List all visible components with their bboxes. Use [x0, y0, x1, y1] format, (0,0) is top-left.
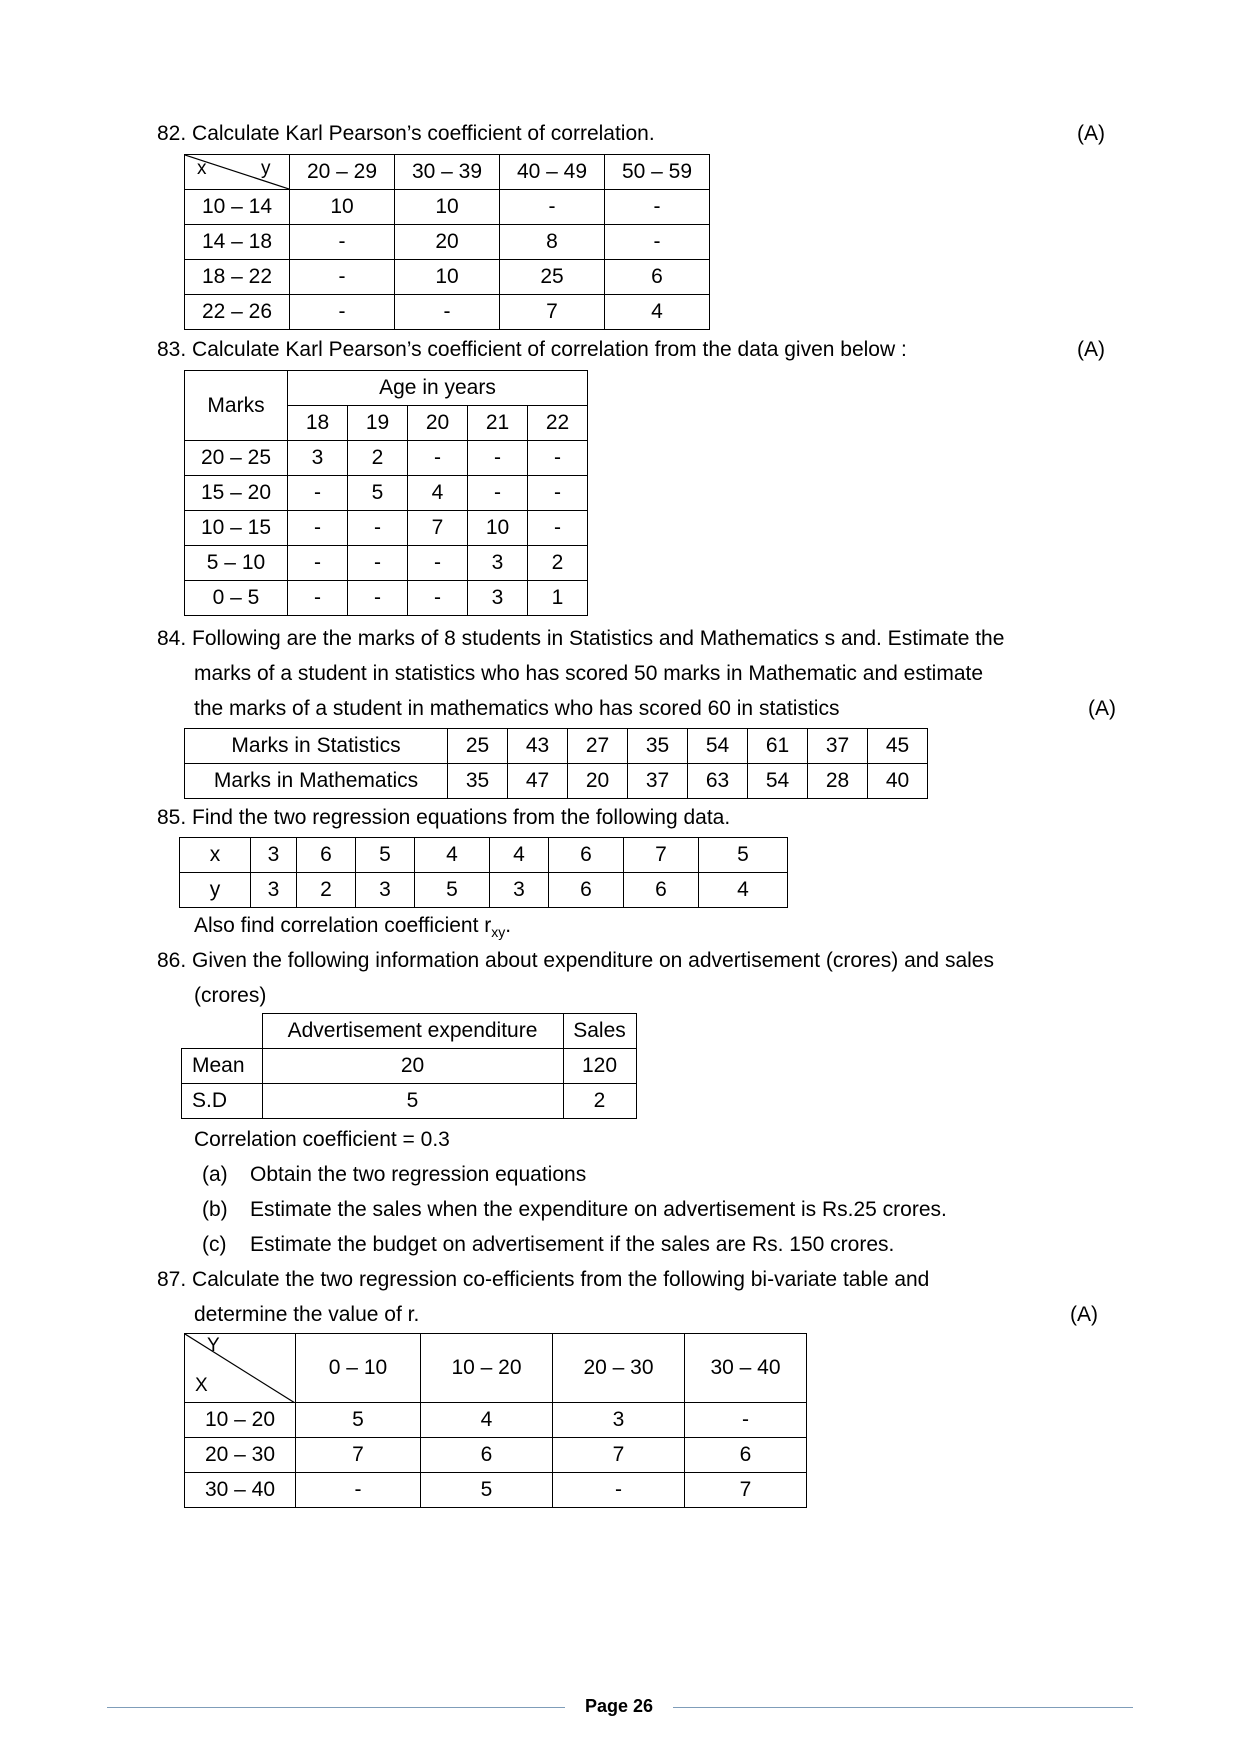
table-cell: 6 — [297, 838, 356, 873]
col-header: 18 — [288, 406, 348, 441]
question-87 — [157, 1262, 929, 1297]
table-cell: - — [348, 581, 408, 616]
table-cell: 3 — [468, 546, 528, 581]
footer-rule-right — [673, 1707, 1133, 1708]
col-header: 20 — [408, 406, 468, 441]
part-a — [202, 1157, 586, 1192]
row-header: 15 – 20 — [185, 476, 288, 511]
row-header: Marks in Mathematics — [185, 764, 448, 799]
table-row — [185, 155, 710, 190]
col-group-header: Age in years — [288, 371, 588, 406]
row-header: 30 – 40 — [185, 1473, 296, 1508]
table-row — [182, 1084, 637, 1119]
col-header: 20 – 29 — [290, 155, 395, 190]
col-header: 50 – 59 — [605, 155, 710, 190]
table-row — [185, 764, 928, 799]
page-number: Page 26 — [585, 1696, 654, 1716]
table-cell: 4 — [490, 838, 549, 873]
question-82-marker: (A) — [1077, 122, 1105, 145]
row-header: 5 – 10 — [185, 546, 288, 581]
row-header: x — [180, 838, 251, 873]
part-b — [202, 1192, 947, 1227]
table-cell: 5 — [699, 838, 788, 873]
q83-table — [184, 370, 588, 616]
table-cell: 7 — [624, 838, 699, 873]
q87-table — [184, 1333, 807, 1508]
table-cell: 5 — [415, 873, 490, 908]
corner-y-label: Y — [207, 1335, 220, 1356]
table-row — [180, 873, 788, 908]
table-cell: 27 — [568, 729, 628, 764]
table-cell: - — [288, 546, 348, 581]
table-row — [185, 190, 710, 225]
question-86 — [157, 943, 994, 978]
table-cell: 6 — [549, 838, 624, 873]
table-cell: 45 — [868, 729, 928, 764]
table-row — [182, 1049, 637, 1084]
corner-x-label: x — [197, 158, 207, 179]
table-cell: 10 — [290, 190, 395, 225]
table-cell: 120 — [563, 1049, 636, 1084]
table-cell: 28 — [808, 764, 868, 799]
table-cell: 2 — [348, 441, 408, 476]
row-header: Marks in Statistics — [185, 729, 448, 764]
part-text: Estimate the budget on advertisement if the sales are Rs. 150 crores. — [250, 1233, 895, 1256]
table-cell: 5 — [421, 1473, 553, 1508]
question-87-line-2: determine the value of r. — [194, 1303, 420, 1326]
corner-cell — [185, 155, 290, 190]
table-cell: 20 — [395, 225, 500, 260]
table-cell: 43 — [508, 729, 568, 764]
part-label: (c) — [202, 1233, 227, 1256]
part-c — [202, 1227, 894, 1262]
col-header: 0 – 10 — [296, 1334, 421, 1403]
col-header: 20 – 30 — [553, 1334, 685, 1403]
table-cell: - — [408, 581, 468, 616]
table-cell: 20 — [568, 764, 628, 799]
q82-table — [184, 154, 710, 330]
table-cell: - — [395, 295, 500, 330]
table-cell: 3 — [356, 873, 415, 908]
part-text: Obtain the two regression equations — [250, 1163, 587, 1186]
table-cell: 10 — [395, 260, 500, 295]
question-84 — [157, 621, 1004, 656]
table-cell: 54 — [748, 764, 808, 799]
table-cell: 6 — [421, 1438, 553, 1473]
table-cell: 5 — [296, 1403, 421, 1438]
row-header: 0 – 5 — [185, 581, 288, 616]
table-cell: 5 — [348, 476, 408, 511]
table-cell: 2 — [297, 873, 356, 908]
table-cell: 3 — [553, 1403, 685, 1438]
table-cell: 6 — [685, 1438, 807, 1473]
table-row — [185, 476, 588, 511]
table-cell: 7 — [553, 1438, 685, 1473]
table-cell: 3 — [288, 441, 348, 476]
table-cell: - — [468, 476, 528, 511]
table-row — [185, 1334, 807, 1403]
table-cell: 7 — [296, 1438, 421, 1473]
table-row — [185, 295, 710, 330]
table-cell: 1 — [528, 581, 588, 616]
table-row — [185, 729, 928, 764]
table-row — [185, 546, 588, 581]
followup-text: Also find correlation coefficient r — [194, 914, 492, 937]
table-cell: 7 — [408, 511, 468, 546]
question-87-marker: (A) — [1070, 1303, 1098, 1326]
table-cell: - — [288, 511, 348, 546]
table-row — [182, 1014, 637, 1049]
table-cell: - — [553, 1473, 685, 1508]
followup-subscript: xy — [491, 924, 506, 941]
part-text: Estimate the sales when the expenditure on advertisement is Rs.25 crores. — [250, 1198, 947, 1221]
question-86-line-1: 86. Given the following information about expenditure on advertisement (crores) and sales — [157, 949, 994, 972]
table-row — [185, 260, 710, 295]
question-83 — [157, 332, 907, 367]
question-86-line-2: (crores) — [194, 984, 267, 1007]
q84-table — [184, 728, 928, 799]
table-cell: - — [348, 511, 408, 546]
table-cell: 7 — [500, 295, 605, 330]
table-cell: 10 — [468, 511, 528, 546]
question-82-text: 82. Calculate Karl Pearson’s coefficient of correlation. — [157, 122, 655, 145]
table-cell: 3 — [468, 581, 528, 616]
question-84-line-3: the marks of a student in mathematics who has scored 60 in statistics — [194, 697, 840, 720]
row-header: Mean — [182, 1049, 263, 1084]
table-row — [180, 838, 788, 873]
row-header: 10 – 15 — [185, 511, 288, 546]
table-cell: - — [528, 476, 588, 511]
table-cell: 7 — [685, 1473, 807, 1508]
table-cell: 35 — [628, 729, 688, 764]
table-cell: - — [348, 546, 408, 581]
table-cell: 10 — [395, 190, 500, 225]
table-cell: - — [290, 295, 395, 330]
col-header: 19 — [348, 406, 408, 441]
table-row — [185, 1473, 807, 1508]
col-header: 21 — [468, 406, 528, 441]
table-cell: 37 — [628, 764, 688, 799]
question-85-text: 85. Find the two regression equations from the following data. — [157, 806, 731, 829]
col-header: 30 – 39 — [395, 155, 500, 190]
question-84-line-1: 84. Following are the marks of 8 students in Statistics and Mathematics s and. Estimate the — [157, 627, 1005, 650]
table-cell: 37 — [808, 729, 868, 764]
table-row — [185, 1438, 807, 1473]
col-header: 22 — [528, 406, 588, 441]
table-cell: - — [408, 441, 468, 476]
corner-y-label: y — [261, 158, 271, 179]
row-header: 10 – 20 — [185, 1403, 296, 1438]
col-header: Advertisement expenditure — [262, 1014, 563, 1049]
table-cell: 8 — [500, 225, 605, 260]
table-cell: 6 — [549, 873, 624, 908]
corner-cell — [185, 1334, 296, 1403]
table-cell: - — [290, 260, 395, 295]
question-82 — [157, 116, 655, 151]
table-row — [185, 1403, 807, 1438]
footer-rule-left — [107, 1707, 565, 1708]
table-cell: 5 — [262, 1084, 563, 1119]
table-row — [185, 371, 588, 406]
table-cell: 4 — [421, 1403, 553, 1438]
table-cell: 5 — [356, 838, 415, 873]
table-cell: - — [296, 1473, 421, 1508]
table-cell: 61 — [748, 729, 808, 764]
table-row — [185, 581, 588, 616]
table-row — [185, 511, 588, 546]
table-cell: 3 — [251, 873, 297, 908]
table-cell: - — [500, 190, 605, 225]
table-cell: 6 — [624, 873, 699, 908]
part-label: (b) — [202, 1198, 228, 1221]
table-cell: - — [290, 225, 395, 260]
row-header: S.D — [182, 1084, 263, 1119]
table-cell: 25 — [448, 729, 508, 764]
row-header: 20 – 25 — [185, 441, 288, 476]
table-cell: - — [605, 190, 710, 225]
row-header: 18 – 22 — [185, 260, 290, 295]
table-cell: 54 — [688, 729, 748, 764]
table-cell: 3 — [251, 838, 297, 873]
table-row — [185, 441, 588, 476]
col-header: Sales — [563, 1014, 636, 1049]
question-83-marker: (A) — [1077, 338, 1105, 361]
table-cell: 4 — [408, 476, 468, 511]
table-cell: 2 — [528, 546, 588, 581]
row-header: 20 – 30 — [185, 1438, 296, 1473]
table-cell: 4 — [699, 873, 788, 908]
table-cell: 25 — [500, 260, 605, 295]
table-cell: - — [528, 511, 588, 546]
row-header: y — [180, 873, 251, 908]
table-cell: 6 — [605, 260, 710, 295]
corner-x-label: X — [195, 1375, 208, 1396]
followup-period: . — [505, 914, 512, 937]
table-cell: - — [288, 581, 348, 616]
table-cell: 40 — [868, 764, 928, 799]
question-87-line-1: 87. Calculate the two regression co-efficients from the following bi-variate table and — [157, 1268, 930, 1291]
table-cell: 4 — [415, 838, 490, 873]
empty-corner-cell — [182, 1014, 263, 1049]
question-84-marker: (A) — [1088, 697, 1116, 720]
col-header: 30 – 40 — [685, 1334, 807, 1403]
table-row — [185, 225, 710, 260]
q86-table — [181, 1013, 637, 1119]
question-85 — [157, 800, 730, 835]
table-cell: - — [528, 441, 588, 476]
table-cell: 4 — [605, 295, 710, 330]
table-cell: 2 — [563, 1084, 636, 1119]
table-cell: 3 — [490, 873, 549, 908]
table-cell: - — [288, 476, 348, 511]
table-cell: - — [468, 441, 528, 476]
part-label: (a) — [202, 1163, 228, 1186]
question-84-line-2: marks of a student in statistics who has scored 50 marks in Mathematic and estimate — [194, 662, 984, 685]
table-cell: - — [685, 1403, 807, 1438]
row-header: 10 – 14 — [185, 190, 290, 225]
table-cell: 35 — [448, 764, 508, 799]
correlation-note: Correlation coefficient = 0.3 — [194, 1128, 450, 1151]
table-cell: 20 — [262, 1049, 563, 1084]
table-cell: - — [605, 225, 710, 260]
row-header: 14 – 18 — [185, 225, 290, 260]
row-header: 22 – 26 — [185, 295, 290, 330]
question-83-text: 83. Calculate Karl Pearson’s coefficient of correlation from the data given below : — [157, 338, 907, 361]
col-header: 40 – 49 — [500, 155, 605, 190]
table-cell: 63 — [688, 764, 748, 799]
table-cell: 47 — [508, 764, 568, 799]
col-header: 10 – 20 — [421, 1334, 553, 1403]
row-group-header: Marks — [185, 371, 288, 441]
table-cell: - — [408, 546, 468, 581]
q85-table — [179, 837, 788, 908]
